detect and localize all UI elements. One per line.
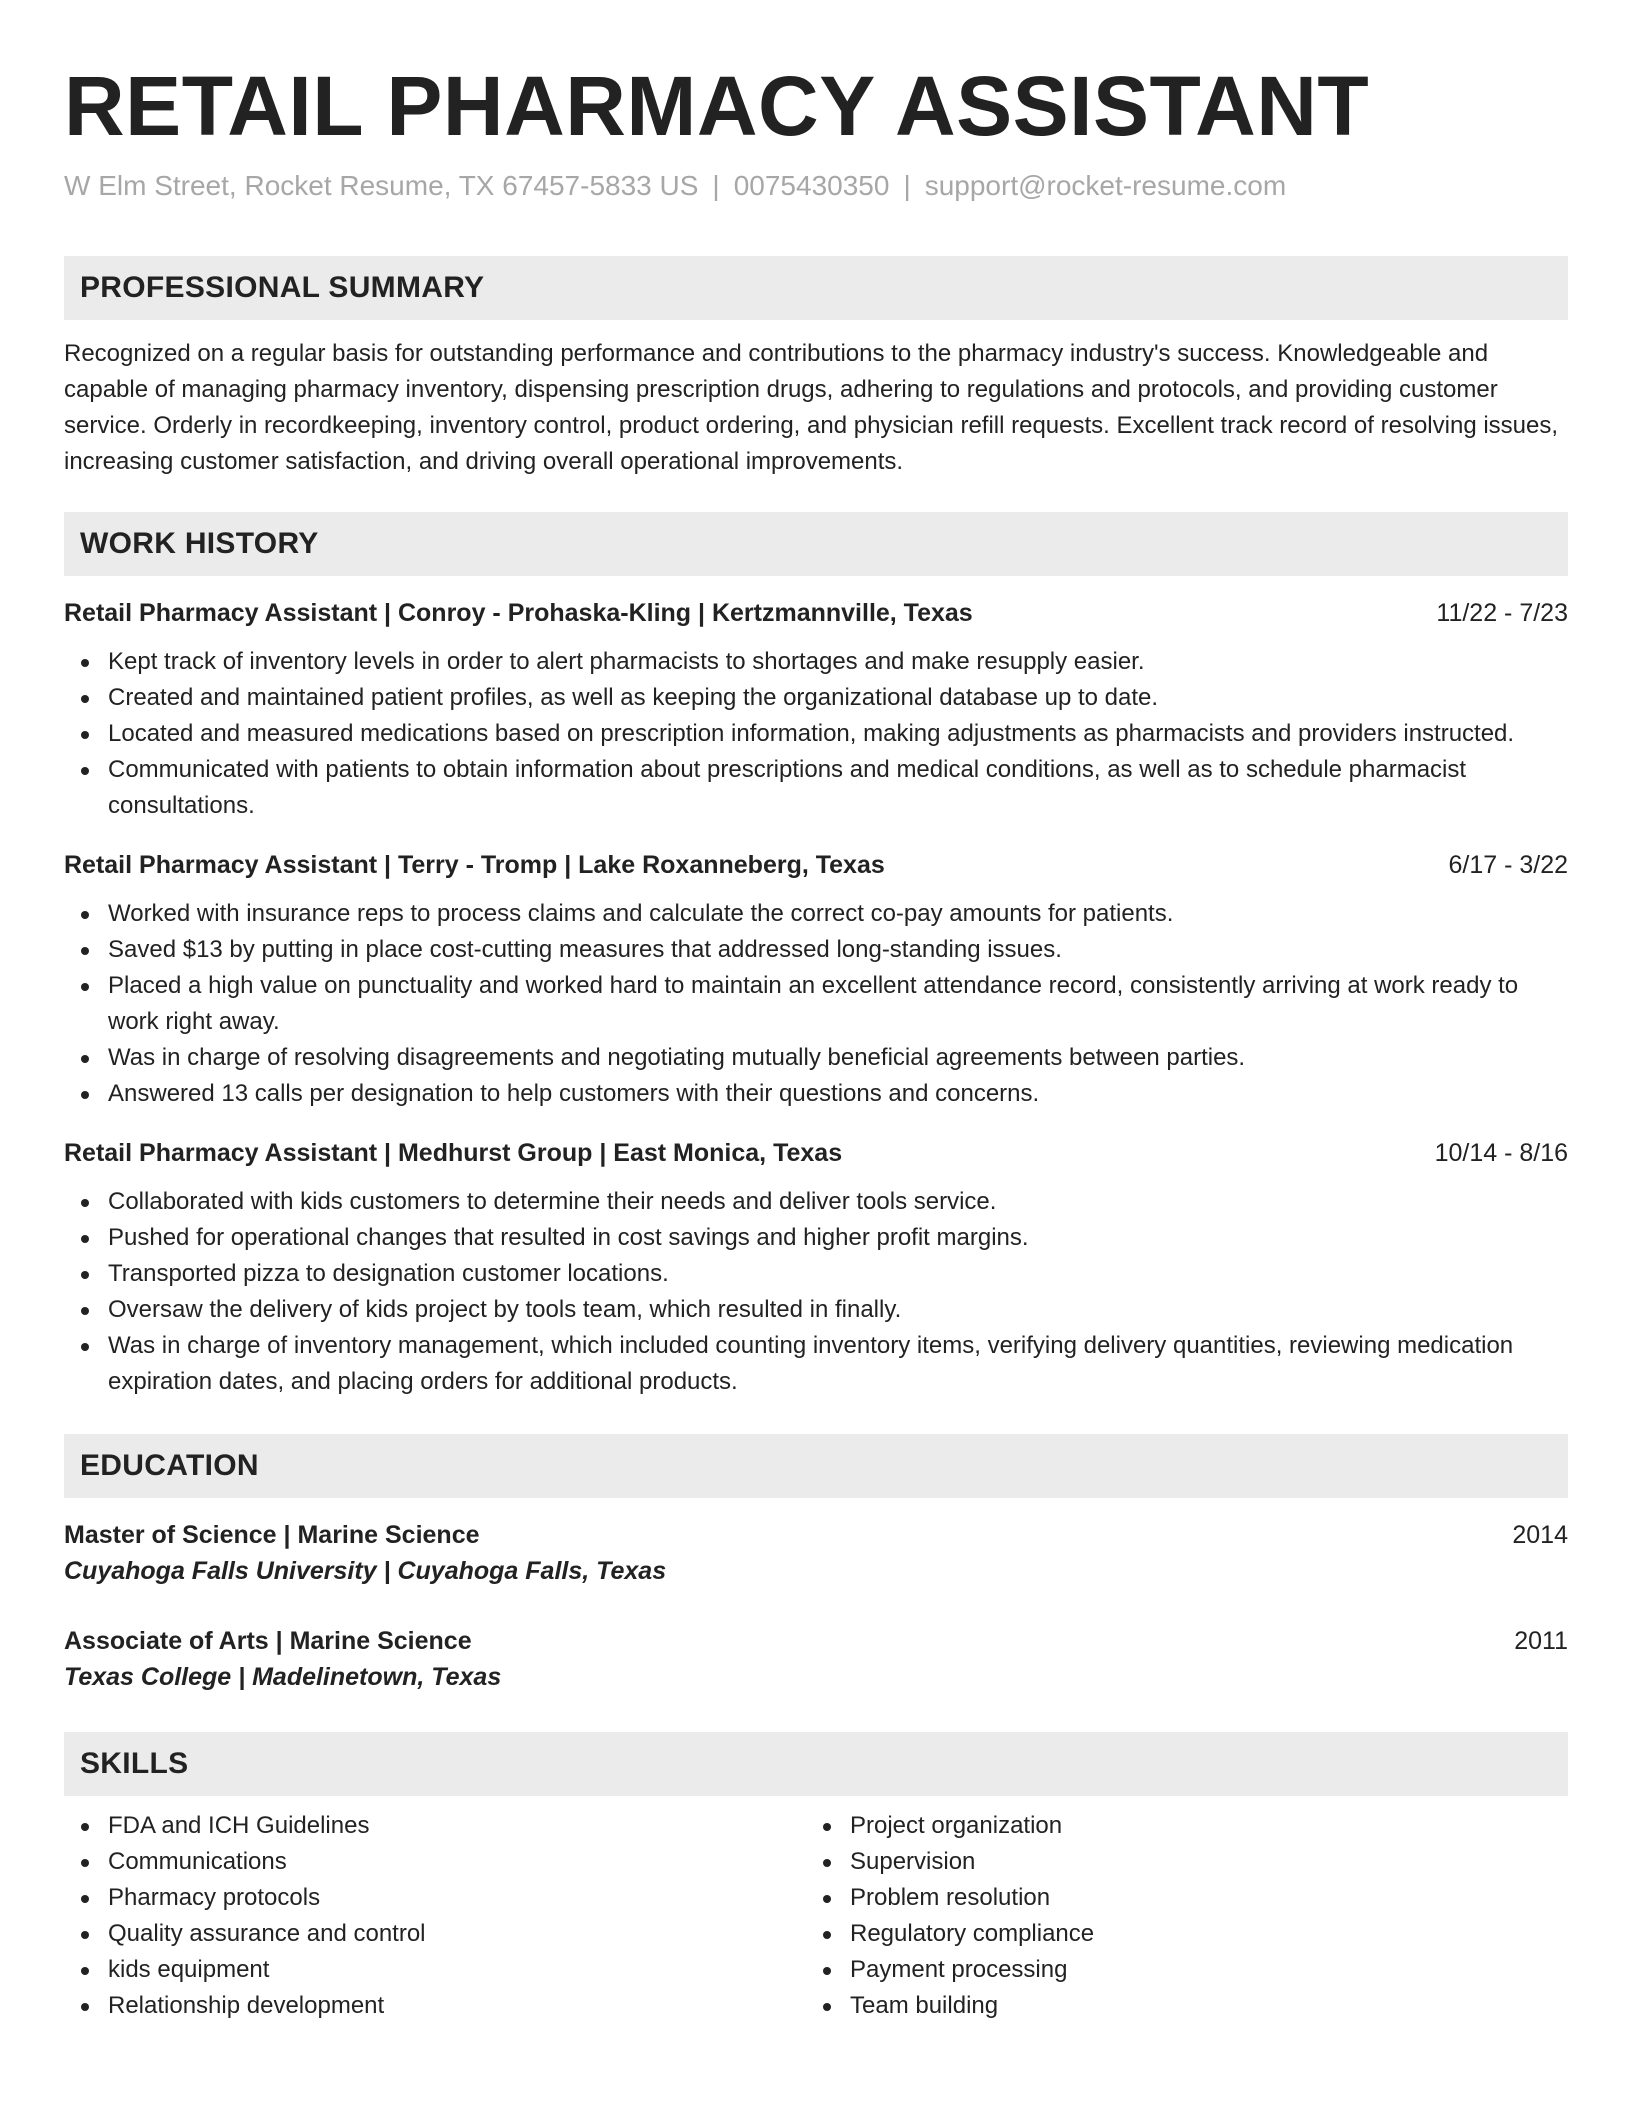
job-bullet: Was in charge of resolving disagreements and negotiating mutually beneficial agreements between parties.	[64, 1040, 1568, 1076]
job-entry	[64, 1136, 1568, 1400]
job-bullet: Located and measured medications based on prescription information, making adjustments as pharmacists and providers instructed.	[64, 716, 1568, 752]
job-title: Retail Pharmacy Assistant | Medhurst Group | East Monica, Texas	[64, 1139, 843, 1167]
candidate-name: RETAIL PHARMACY ASSISTANT	[64, 59, 1370, 153]
job-bullet: Collaborated with kids customers to determine their needs and deliver tools service.	[64, 1184, 1568, 1220]
education-header	[64, 1624, 1568, 1658]
skill-item: Payment processing	[806, 1952, 1548, 1988]
education-school: Cuyahoga Falls University | Cuyahoga Falls, Texas	[64, 1557, 667, 1585]
education-year: 2011	[1514, 1627, 1568, 1655]
contact-email[interactable]: support@rocket-resume.com	[924, 170, 1287, 201]
education-degree: Associate of Arts | Marine Science	[64, 1627, 472, 1655]
skill-item: Team building	[806, 1988, 1548, 2024]
job-dates: 11/22 - 7/23	[1436, 599, 1568, 627]
education-header	[64, 1518, 1568, 1552]
job-entry	[64, 596, 1568, 824]
contact-separator: |	[712, 170, 720, 201]
job-bullet: Kept track of inventory levels in order to alert pharmacists to shortages and make resupply easier.	[64, 644, 1568, 680]
education-entry	[64, 1518, 1568, 1590]
job-dates: 10/14 - 8/16	[1434, 1139, 1568, 1167]
job-title: Retail Pharmacy Assistant | Conroy - Prohaska-Kling | Kertzmannville, Texas	[64, 599, 973, 627]
job-bullet: Pushed for operational changes that resulted in cost savings and higher profit margins.	[64, 1220, 1568, 1256]
section-heading-skills: SKILLS	[64, 1732, 1568, 1796]
contact-address: W Elm Street, Rocket Resume, TX 67457-5833 US	[64, 170, 699, 201]
job-bullet: Placed a high value on punctuality and worked hard to maintain an excellent attendance record, consistently arriving at work ready to work right away.	[64, 968, 1568, 1040]
skills-list-right	[806, 1808, 1548, 2024]
education-entry	[64, 1624, 1568, 1696]
job-bullets	[64, 896, 1568, 1112]
summary-text: Recognized on a regular basis for outstanding performance and contributions to the pharmacy industry's success. Knowledgeable and capable of managing pharmacy inventory, dispensing prescription drugs, adhering to regulations and protocols, and providing customer service. Orderly in recordkeeping, inventory control, product ordering, and physician refill requests. Excellent track record of resolving issues, increasing customer satisfaction, and driving overall operational improvements.	[64, 340, 1559, 475]
skill-item: Pharmacy protocols	[64, 1880, 806, 1916]
job-header	[64, 1136, 1568, 1170]
job-bullet: Transported pizza to designation customer locations.	[64, 1256, 1568, 1292]
job-bullets	[64, 1184, 1568, 1400]
job-bullet: Oversaw the delivery of kids project by tools team, which resulted in finally.	[64, 1292, 1568, 1328]
job-bullets	[64, 644, 1568, 824]
job-bullet: Answered 13 calls per designation to help customers with their questions and concerns.	[64, 1076, 1568, 1112]
skill-item: Quality assurance and control	[64, 1916, 806, 1952]
skills-columns	[64, 1808, 1568, 2024]
job-bullet: Saved $13 by putting in place cost-cutting measures that addressed long-standing issues.	[64, 932, 1568, 968]
section-heading-education: EDUCATION	[64, 1434, 1568, 1498]
education-school: Texas College | Madelinetown, Texas	[64, 1663, 502, 1691]
contact-line	[64, 168, 1568, 204]
skill-item: kids equipment	[64, 1952, 806, 1988]
skill-item: Project organization	[806, 1808, 1548, 1844]
job-bullet: Communicated with patients to obtain information about prescriptions and medical conditions, as well as to schedule pharmacist consultations.	[64, 752, 1568, 824]
skill-item: Relationship development	[64, 1988, 806, 2024]
resume-content	[64, 56, 1568, 2024]
contact-separator: |	[903, 170, 911, 201]
section-heading-work-history: WORK HISTORY	[64, 512, 1568, 576]
job-bullet: Was in charge of inventory management, which included counting inventory items, verifying delivery quantities, reviewing medication expiration dates, and placing orders for additional products.	[64, 1328, 1568, 1400]
skill-item: Communications	[64, 1844, 806, 1880]
job-header	[64, 848, 1568, 882]
skills-list-left	[64, 1808, 806, 2024]
section-heading-summary: PROFESSIONAL SUMMARY	[64, 256, 1568, 320]
skill-item: FDA and ICH Guidelines	[64, 1808, 806, 1844]
job-title: Retail Pharmacy Assistant | Terry - Tromp | Lake Roxanneberg, Texas	[64, 851, 885, 879]
education-degree: Master of Science | Marine Science	[64, 1521, 480, 1549]
skill-item: Problem resolution	[806, 1880, 1548, 1916]
job-header	[64, 596, 1568, 630]
job-bullet: Worked with insurance reps to process claims and calculate the correct co-pay amounts for patients.	[64, 896, 1568, 932]
skill-item: Regulatory compliance	[806, 1916, 1548, 1952]
job-dates: 6/17 - 3/22	[1448, 851, 1568, 879]
education-year: 2014	[1512, 1521, 1568, 1549]
skill-item: Supervision	[806, 1844, 1548, 1880]
contact-phone: 0075430350	[733, 170, 890, 201]
job-entry	[64, 848, 1568, 1112]
job-bullet: Created and maintained patient profiles, as well as keeping the organizational database up to date.	[64, 680, 1568, 716]
